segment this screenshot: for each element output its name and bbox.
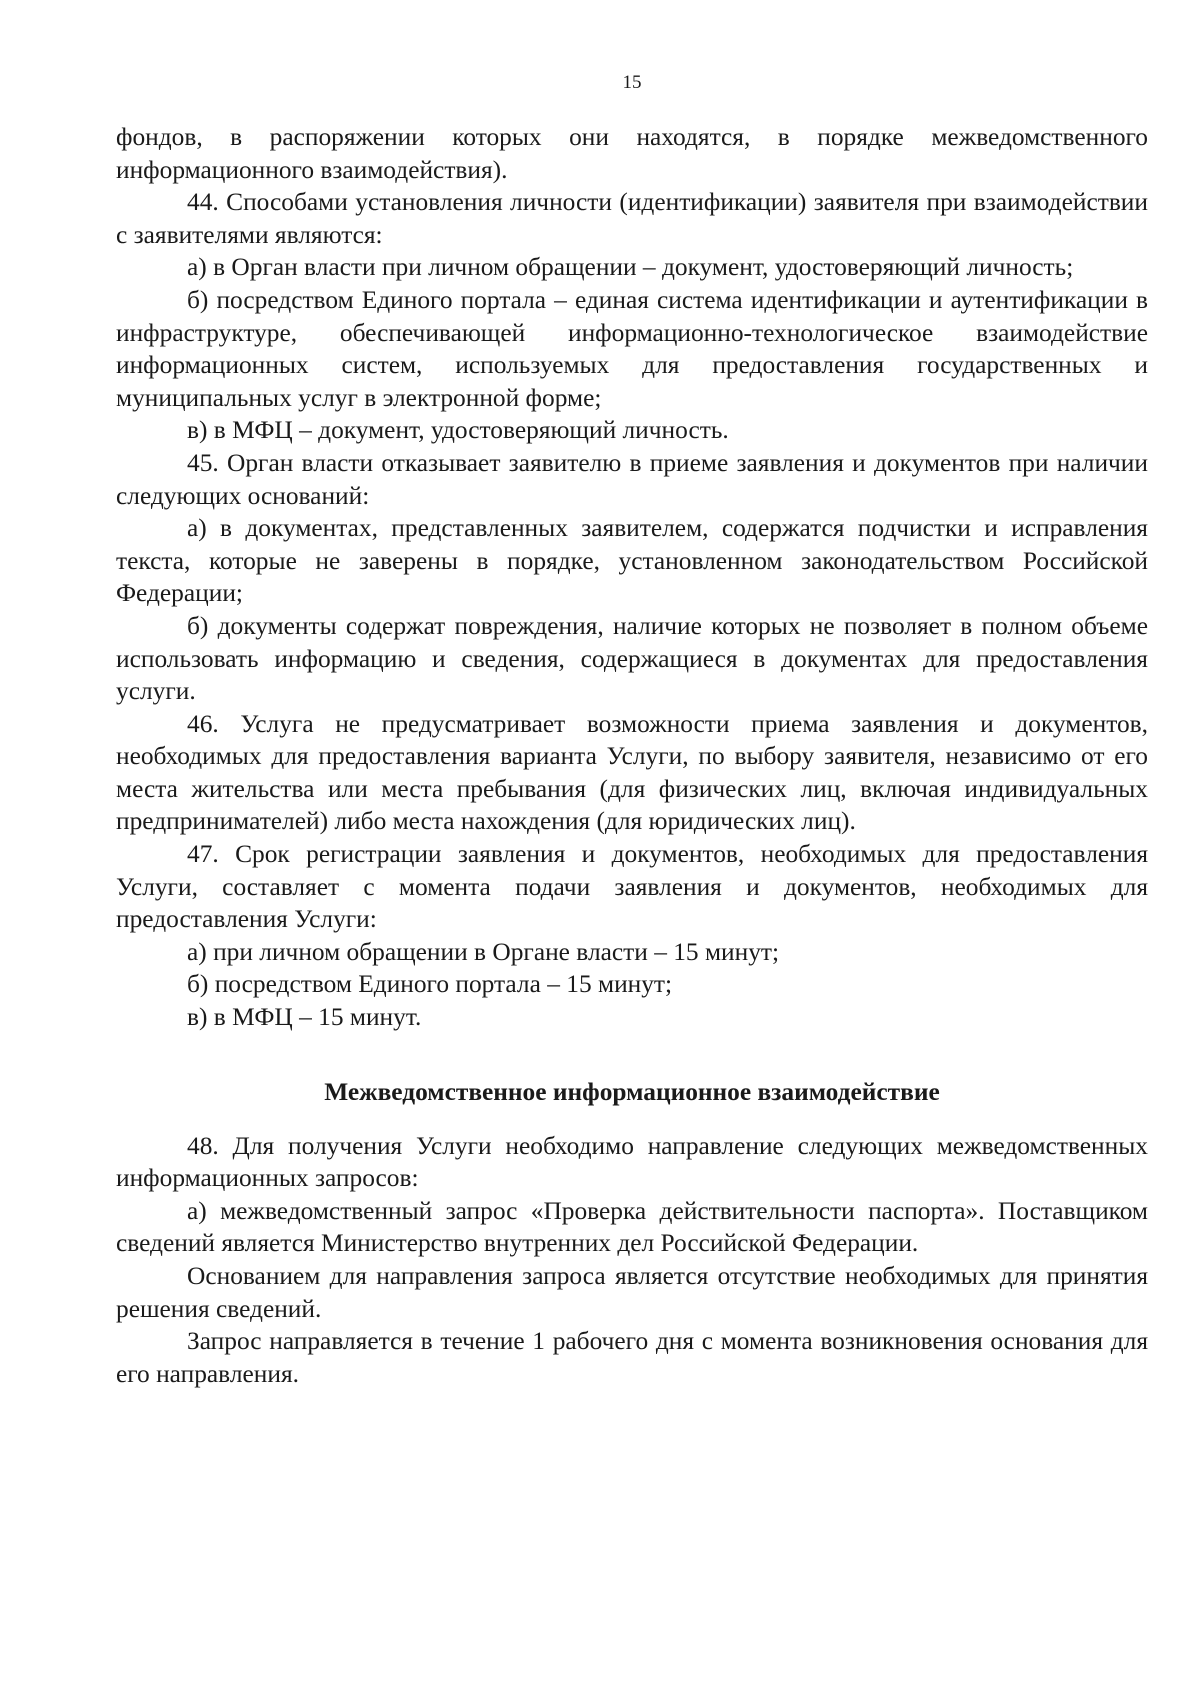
paragraph-44: 44. Способами установления личности (идентификации) заявителя при взаимодействии с заявителями являются: — [116, 188, 1148, 249]
spacer — [116, 1108, 1148, 1130]
paragraph-continuation: фондов, в распоряжении которых они находятся, в порядке межведомственного информационного взаимодействия). — [116, 123, 1148, 184]
paragraph-45-b: б) документы содержат повреждения, наличие которых не позволяет в полном объеме использовать информацию и сведения, содержащиеся в документах для предоставления услуги. — [116, 611, 1148, 706]
paragraph-48-basis: Основанием для направления запроса является отсутствие необходимых для принятия решения сведений. — [116, 1262, 1148, 1323]
spacer — [116, 1034, 1148, 1076]
paragraph-48: 48. Для получения Услуги необходимо направление следующих межведомственных информационных запросов: — [116, 1131, 1148, 1193]
paragraph-46: 46. Услуга не предусматривает возможности приема заявления и документов, необходимых для предоставления варианта Услуги, по выбору заявителя, независимо от его места жительства или места пребывания (для физических лиц, включая индивидуальных предпринимателей) либо места нахождения (для юридических лиц). — [116, 709, 1148, 836]
paragraph-48-deadline: Запрос направляется в течение 1 рабочего дня с момента возникновения основания для его направления. — [116, 1327, 1148, 1388]
paragraph-44-b: б) посредством Единого портала – единая система идентификации и аутентификации в инфраструктуре, обеспечивающей информационно-технологическое взаимодействие информационных систем, используемых для предоставления государственных и муниципальных услуг в электронной форме; — [116, 285, 1148, 412]
paragraph-47: 47. Срок регистрации заявления и документов, необходимых для предоставления Услуги, составляет с момента подачи заявления и документов, необходимых для предоставления Услуги: — [116, 840, 1148, 934]
paragraph-47-c: в) в МФЦ – 15 минут. — [187, 1003, 422, 1032]
paragraph-44-a: а) в Орган власти при личном обращении – документ, удостоверяющий личность; — [187, 253, 1074, 282]
paragraph-45-a: а) в документах, представленных заявителем, содержатся подчистки и исправления текста, которые не заверены в порядке, установленном законодательством Российской Федерации; — [116, 514, 1148, 608]
paragraph-47-b: б) посредством Единого портала – 15 минут; — [187, 970, 673, 999]
paragraph-47-a: а) при личном обращении в Органе власти – 15 минут; — [187, 937, 780, 966]
document-body — [116, 121, 1148, 1390]
paragraph-48-a: а) межведомственный запрос «Проверка действительности паспорта». Поставщиком сведений является Министерство внутренних дел Российской Федерации. — [116, 1196, 1148, 1258]
paragraph-44-c: в) в МФЦ – документ, удостоверяющий личность. — [187, 416, 729, 445]
page-number: 15 — [622, 72, 642, 93]
paragraph-45: 45. Орган власти отказывает заявителю в приеме заявления и документов при наличии следующих оснований: — [116, 448, 1148, 510]
section-heading: Межведомственное информационное взаимодействие — [324, 1077, 940, 1106]
